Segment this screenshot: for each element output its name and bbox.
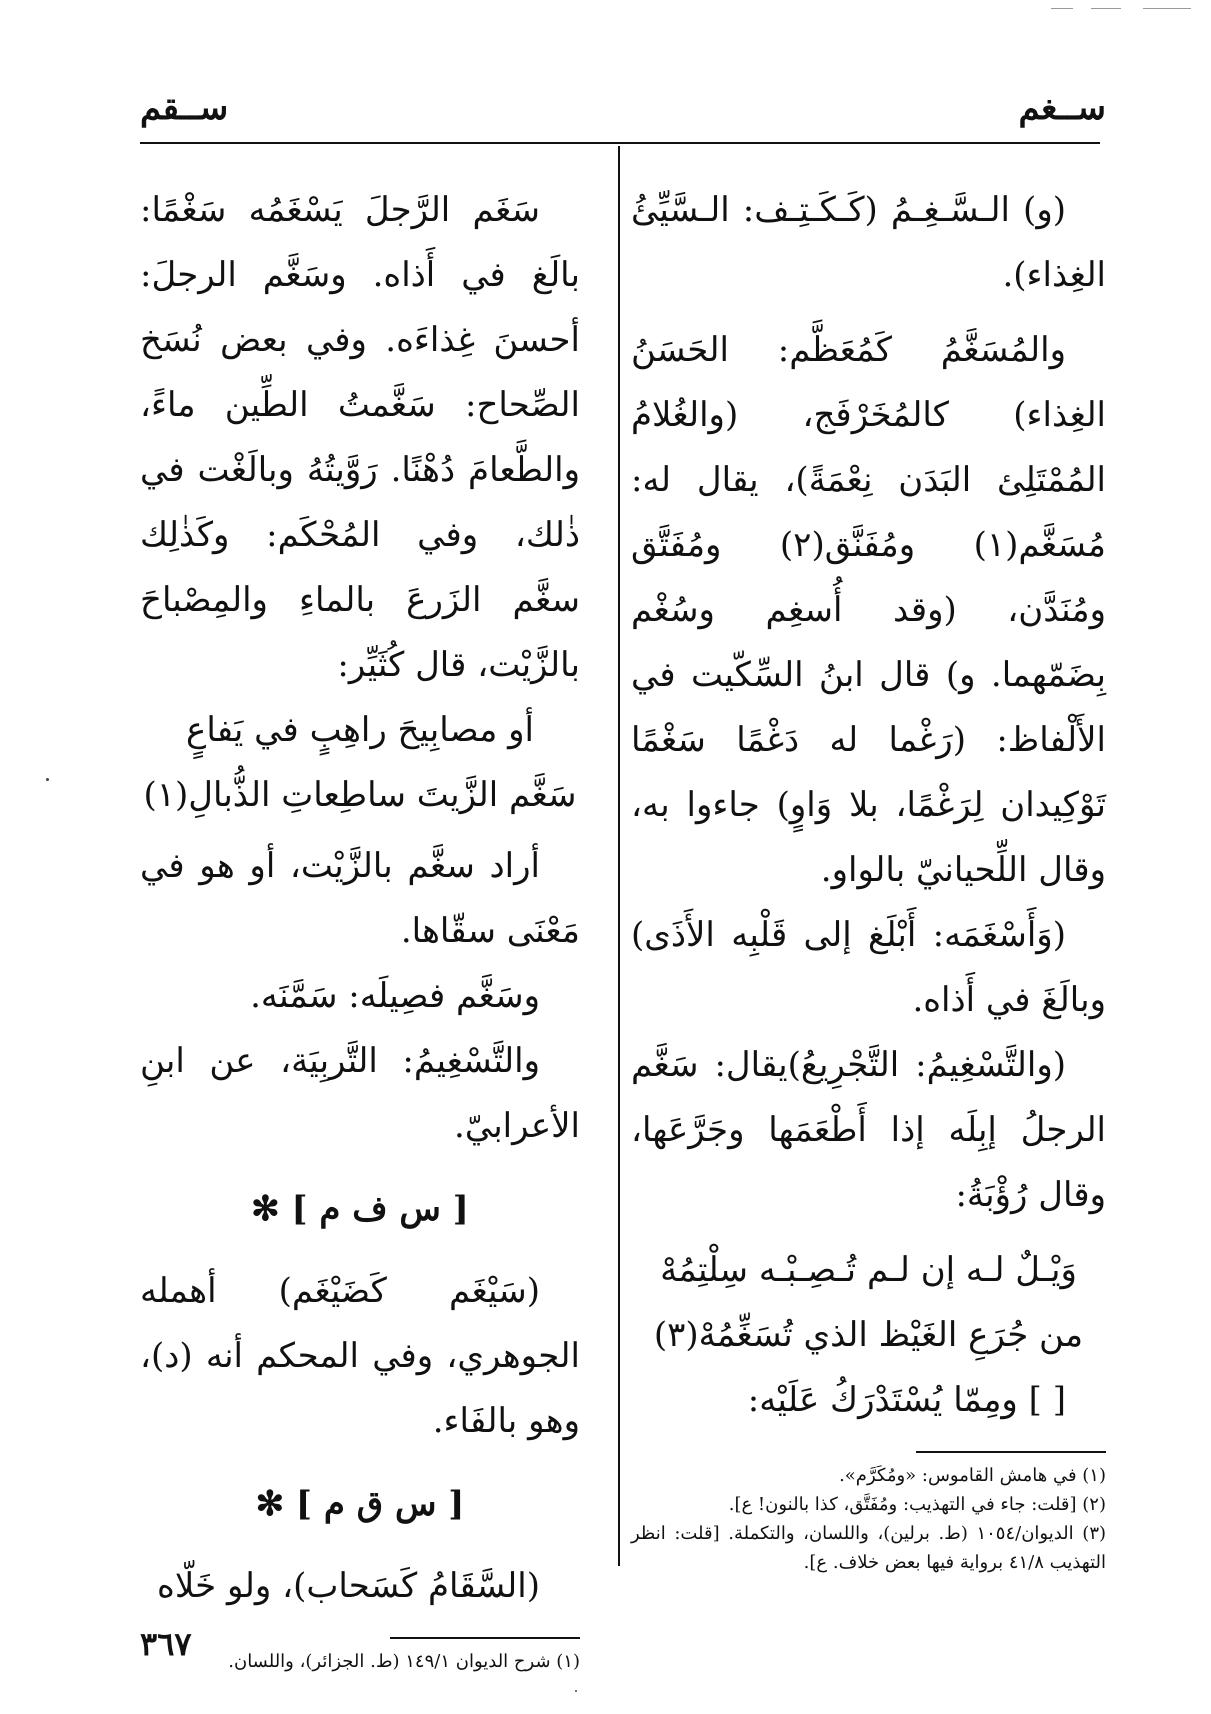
paragraph: والتَّسْغِيمُ: التَّربِيَة، عن ابنِ الأعرابيّ. <box>140 1041 580 1146</box>
footnote: (١) في هامش القاموس: «ومُكَرَّم». <box>839 1465 1106 1486</box>
left-column <box>140 178 580 1676</box>
header-right-word: ســغم <box>1018 88 1106 128</box>
paragraph: أراد سغَّم بالزَّيْت، أو هو في مَعْنَى سقّاها. <box>140 846 580 951</box>
closing-line: [ ] ومِمّا يُسْتَدْرَكُ عَلَيْه: <box>747 1380 1066 1420</box>
footnote: (٣) الديوان/١٠٥٤ (ط. برلين)، واللسان، والتكملة. [قلت: انظر التهذيب ٤١/٨ برواية فيها بعض خلاف. ع]. <box>631 1523 1107 1573</box>
footnote: (٢) [قلت: جاء في التهذيب: ومُفَتَّق، كذا بالنون! ع]. <box>728 1494 1106 1515</box>
scan-marks <box>1041 8 1191 12</box>
paragraph: (و) الـسَّـغِـمُ (كَـكَـتِـف: الـسَّيِّئُ الغِذاء). <box>631 190 1106 295</box>
header-left-word: ســقم <box>140 88 229 128</box>
verse-line: سَغَّم الزَّيتَ ساطِعاتِ الذُّبالِ(١) <box>143 775 577 815</box>
paragraph: سَغَم الرَّجلَ يَسْغَمُه سَغْمًا: بالَغ في أَذاه. وسَغَّم الرجلَ: أحسنَ غِذاءَه. وفي بعض نُسَخ الصِّحاح: سَغَّمتُ الطِّين ماءً، والطَّعامَ دُهْنًا. رَوَّيتُهُ وبالَغْت في ذٰلك، وفي المُحْكَم: وكَذٰلِك سغَّم الزَرعَ بالماءِ والمِصْباحَ بالزَّيْت، قال كُثَيِّر: <box>140 190 580 685</box>
right-column <box>631 178 1106 1577</box>
paragraph: (وَأَسْغَمَه: أَبْلَغ إلى قَلْبِه الأَذَى) وبالَغَ في أَذاه. <box>631 915 1106 1020</box>
footnotes <box>140 1647 580 1676</box>
paragraph: (والتَّسْغِيمُ: التَّجْرِيعُ)يقال: سَغَّم الرجلُ إبِلَه إذا أَطْعَمَها وجَرَّعَها، وقال رُؤْبَةُ: <box>631 1045 1106 1215</box>
scan-speck <box>46 778 49 781</box>
entry-heading: [ س ف م ] ✻ <box>251 1189 469 1229</box>
verse-line: أو مصابِيحَ راهِبٍ في يَفاعٍ <box>186 710 534 750</box>
scan-speck <box>575 1690 577 1692</box>
paragraph: (السَّقَامُ كَسَحاب)، ولو خَلّاه <box>157 1566 540 1606</box>
header-rule <box>140 142 1100 144</box>
verse-line: وَيْـلٌ لـه إن لـم تُـصِـبْـه سِلْتِمُهْ <box>660 1250 1077 1290</box>
paragraph: (سَيْغَم كَضَيْغَم) أهمله الجوهري، وفي المحكم أنه (د)، وهو بالفَاء. <box>140 1271 580 1441</box>
page-number: ٣٦٧ <box>140 1625 192 1663</box>
footnotes <box>631 1461 1106 1577</box>
column-divider <box>618 146 620 1566</box>
verse-line: من جُرَعِ الغَيْظ الذي تُسَغِّمُهْ(٣) <box>653 1315 1084 1355</box>
entry-heading: [ س ق م ] ✻ <box>255 1484 465 1524</box>
footnote-rule <box>916 1451 1106 1453</box>
footnote-rule <box>390 1637 580 1639</box>
footnote: (١) شرح الديوان ١٤٩/١ (ط. الجزائر)، واللسان. <box>228 1651 580 1672</box>
paragraph: والمُسَغَّمُ كَمُعَظَّم: الحَسَنُ الغِذاء) كالمُخَرْفَج، (والغُلامُ المُمْتَلِئ البَدَن نِعْمَةً)، يقال له: مُسَغَّم(١) ومُفَنَّق(٢) ومُفَتَّق ومُنَدَّن، (وقد أُسغِم وسُغْم بِضَمّهما. و) قال ابنُ السِّكّيت في الأَلْفاظ: (رَغْما له دَغْمًا سَغْمًا تَوْكِيدان لِرَغْمًا، بلا وَاوٍ) جاءوا به، وقال اللِّحيانيّ بالواو. <box>631 330 1106 890</box>
paragraph: وسَغَّم فصِيلَه: سَمَّنَه. <box>250 976 540 1016</box>
